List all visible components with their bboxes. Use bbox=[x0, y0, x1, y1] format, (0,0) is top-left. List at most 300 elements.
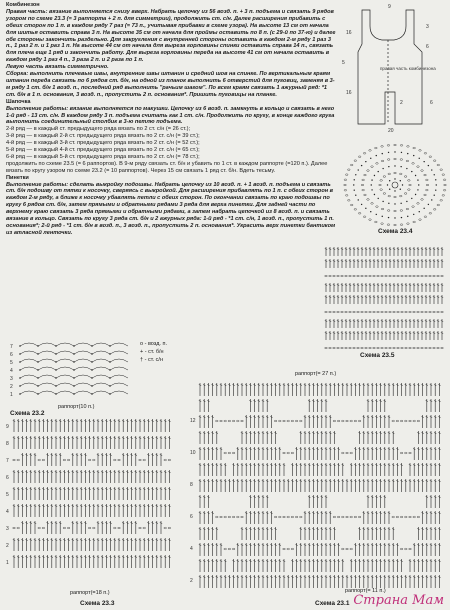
row-number: 9 bbox=[6, 424, 9, 430]
chain-mark bbox=[394, 144, 397, 146]
text-paragraph: Комбинезон bbox=[6, 2, 40, 8]
stitch-dot bbox=[431, 199, 432, 200]
chain-mark bbox=[354, 420, 357, 422]
schema-23-2-rapport: раппорт(10 п.) bbox=[58, 404, 95, 410]
chain-mark bbox=[437, 275, 440, 277]
chain-mark bbox=[419, 150, 422, 152]
stitch-dot bbox=[374, 175, 375, 176]
chain-mark bbox=[405, 452, 408, 454]
row-number: 7 bbox=[6, 458, 9, 464]
chain-mark bbox=[350, 548, 353, 550]
chain-mark bbox=[358, 156, 361, 158]
chain-mark bbox=[228, 452, 231, 454]
chain-mark bbox=[381, 146, 384, 148]
stitch-dot bbox=[415, 175, 416, 176]
legend-item: + - ст. б/н bbox=[140, 349, 164, 355]
stitch-dot bbox=[400, 189, 401, 190]
chain-mark bbox=[371, 166, 374, 168]
stitch-dot bbox=[388, 203, 389, 204]
chain-mark bbox=[409, 420, 412, 422]
chain-mark bbox=[413, 147, 416, 149]
chain-mark bbox=[400, 145, 403, 147]
chain-mark bbox=[373, 275, 376, 277]
schema-23-1-rapport-bottom: раппорт(= 11 п.) bbox=[345, 588, 386, 594]
text-paragraph: 3-й ряд — в каждый 2-й ст. предыдущего ряда вязать по 2 ст. с/н (= 39 ст.); bbox=[6, 133, 200, 140]
text-paragraph: продолжить по схеме 23.5 (= 6 раппортов). В 9-м ряду связать ст. б/н и убавить по 1 ст. в каждом раппорте (=120 п.). Далее вязать по кругу узором по схеме 23.2 (= 10 раппортов). Через 15 см связать 1 ряд ст. б/н. Вдеть тесьму. bbox=[6, 160, 328, 174]
chain-mark bbox=[406, 160, 409, 162]
chain-mark bbox=[412, 206, 415, 208]
chain-mark bbox=[241, 420, 244, 422]
chain-mark bbox=[375, 147, 378, 149]
chain-mark bbox=[417, 311, 420, 313]
garment-label: правая часть комбинезона bbox=[380, 66, 436, 71]
chain-mark bbox=[345, 195, 348, 197]
chain-mark bbox=[417, 347, 420, 349]
chain-arc-mark bbox=[74, 391, 92, 394]
text-paragraph: Шапочка bbox=[6, 98, 31, 105]
stitch-dot bbox=[371, 189, 372, 190]
chain-mark bbox=[42, 459, 45, 461]
chain-arc-mark bbox=[92, 375, 110, 378]
chain-mark bbox=[38, 527, 41, 529]
stitch-dot bbox=[418, 184, 419, 185]
chain-mark bbox=[412, 163, 415, 165]
chain-mark bbox=[279, 420, 282, 422]
chain-arc-mark bbox=[38, 343, 56, 346]
chain-mark bbox=[405, 347, 408, 349]
chain-mark bbox=[283, 452, 286, 454]
text-paragraph: Сборка: выполнить плечевые швы, внутренние швы штанин и средний шов на спинке. По вертикальным краям штанин переда связать по 6 рядов ст. б/н, на одной из планок выполнить 6 отверстий для пуговиц, заменяя в 3-м ряду 1 ст. б/н 1 возд. п., последний ряд выполнить "рачьим шагом". По всем краям связать 1 ажурный ряд: *1 ст. б/н в 1 п. основания, 3 возд. п., пропустить 2 п. основания*. Пришить пуговицы на планке. bbox=[6, 71, 335, 98]
row-number: 2 bbox=[10, 384, 13, 390]
dimension-label: 6 bbox=[430, 100, 433, 106]
stitch-dot bbox=[434, 174, 435, 175]
chain-mark bbox=[409, 548, 412, 550]
legend-item: о - возд. п. bbox=[140, 341, 167, 347]
stitch-dot bbox=[376, 214, 377, 215]
stitch-dot bbox=[413, 214, 414, 215]
chain-mark bbox=[365, 275, 368, 277]
chain-mark bbox=[387, 224, 390, 226]
chain-mark bbox=[364, 174, 367, 176]
schema-23-1-rapport-top: раппорт(= 27 п.) bbox=[295, 371, 337, 377]
stitch-dot bbox=[394, 217, 395, 218]
dimension-label: 20 bbox=[388, 128, 394, 134]
chain-mark bbox=[291, 420, 294, 422]
chain-mark bbox=[139, 527, 142, 529]
chain-mark bbox=[373, 311, 376, 313]
chain-arc-mark bbox=[56, 391, 74, 394]
chain-mark bbox=[337, 420, 340, 422]
chain-mark bbox=[373, 347, 376, 349]
chain-arc-mark bbox=[92, 343, 110, 346]
chain-mark bbox=[224, 420, 227, 422]
chain-mark bbox=[291, 452, 294, 454]
chain-arc-mark bbox=[110, 391, 128, 394]
chain-mark bbox=[421, 170, 424, 172]
chain-mark bbox=[429, 347, 432, 349]
chain-mark bbox=[232, 516, 235, 518]
chain-arc-mark bbox=[38, 391, 56, 394]
chain-mark bbox=[232, 452, 235, 454]
chain-mark bbox=[354, 209, 357, 211]
stitch-dot bbox=[361, 165, 362, 166]
stitch-dot bbox=[374, 194, 375, 195]
chain-mark bbox=[241, 516, 244, 518]
chain-mark bbox=[426, 179, 429, 181]
chain-mark bbox=[385, 347, 388, 349]
stitch-dot bbox=[419, 158, 420, 159]
chain-mark bbox=[380, 189, 383, 191]
chain-mark bbox=[143, 459, 146, 461]
stitch-dot bbox=[436, 184, 437, 185]
chain-mark bbox=[381, 347, 384, 349]
row-number: 12 bbox=[190, 418, 196, 424]
chain-mark bbox=[17, 459, 20, 461]
chain-mark bbox=[63, 527, 66, 529]
stitch-dot bbox=[387, 184, 388, 185]
chain-mark bbox=[118, 527, 121, 529]
chain-arc-mark bbox=[20, 351, 38, 354]
chain-mark bbox=[429, 212, 432, 214]
chain-mark bbox=[424, 174, 427, 176]
chain-mark bbox=[363, 216, 366, 218]
chain-mark bbox=[383, 176, 386, 178]
chain-mark bbox=[401, 311, 404, 313]
chain-mark bbox=[429, 311, 432, 313]
chain-arc-mark bbox=[92, 391, 110, 394]
chain-mark bbox=[443, 189, 446, 191]
chain-mark bbox=[353, 347, 356, 349]
stitch-dot bbox=[382, 201, 383, 202]
schema-23-3-chart bbox=[6, 418, 176, 588]
chain-mark bbox=[425, 311, 428, 313]
chain-mark bbox=[369, 347, 372, 349]
chain-mark bbox=[114, 459, 117, 461]
row-number: 6 bbox=[10, 352, 13, 358]
chain-mark bbox=[417, 203, 420, 205]
chain-mark bbox=[409, 452, 412, 454]
chain-mark bbox=[228, 548, 231, 550]
chain-mark bbox=[405, 420, 408, 422]
chain-mark bbox=[346, 420, 349, 422]
chain-mark bbox=[13, 459, 16, 461]
chain-mark bbox=[393, 311, 396, 313]
chain-mark bbox=[369, 219, 372, 221]
chain-mark bbox=[421, 275, 424, 277]
chain-mark bbox=[433, 209, 436, 211]
stitch-dot bbox=[401, 217, 402, 218]
legend-item: † - ст. с/н bbox=[140, 357, 163, 363]
chain-mark bbox=[274, 516, 277, 518]
stitch-dot bbox=[355, 194, 356, 195]
stitch-dot bbox=[378, 198, 379, 199]
schema-23-3-label: Схема 23.3 bbox=[80, 600, 115, 607]
row-number: 8 bbox=[6, 441, 9, 447]
chain-mark bbox=[337, 516, 340, 518]
chain-mark bbox=[365, 311, 368, 313]
chain-mark bbox=[413, 221, 416, 223]
chain-mark bbox=[325, 347, 328, 349]
chain-mark bbox=[333, 420, 336, 422]
chain-mark bbox=[379, 184, 382, 186]
chain-arc-mark bbox=[110, 359, 128, 362]
chain-mark bbox=[164, 527, 167, 529]
row-number: 1 bbox=[6, 560, 9, 566]
chain-mark bbox=[433, 347, 436, 349]
chain-mark bbox=[421, 199, 424, 201]
stitch-dot bbox=[417, 179, 418, 180]
chain-mark bbox=[67, 527, 70, 529]
chain-mark bbox=[387, 210, 390, 212]
chain-mark bbox=[429, 156, 432, 158]
garment-outline-diagram bbox=[340, 4, 450, 134]
chain-mark bbox=[385, 311, 388, 313]
chain-mark bbox=[400, 224, 403, 226]
stitch-dot bbox=[394, 151, 395, 152]
stitch-dot bbox=[370, 211, 371, 212]
chain-mark bbox=[433, 160, 436, 162]
row-number: 2 bbox=[190, 578, 193, 584]
stitch-dot bbox=[419, 211, 420, 212]
chain-arc-mark bbox=[92, 367, 110, 370]
instructions-text bbox=[6, 2, 336, 237]
chain-arc-mark bbox=[38, 367, 56, 370]
chain-mark bbox=[287, 548, 290, 550]
schema-23-2-chart bbox=[10, 338, 130, 402]
stitch-dot bbox=[382, 153, 383, 154]
chain-mark bbox=[42, 527, 45, 529]
chain-mark bbox=[329, 275, 332, 277]
chain-mark bbox=[361, 275, 364, 277]
chain-mark bbox=[409, 275, 412, 277]
chain-mark bbox=[367, 170, 370, 172]
chain-mark bbox=[404, 193, 407, 195]
chain-mark bbox=[400, 210, 403, 212]
text-paragraph: Пинетки bbox=[6, 174, 29, 181]
chain-mark bbox=[291, 548, 294, 550]
chain-mark bbox=[344, 179, 347, 181]
chain-mark bbox=[224, 516, 227, 518]
chain-mark bbox=[417, 275, 420, 277]
chain-mark bbox=[114, 527, 117, 529]
chain-mark bbox=[333, 516, 336, 518]
chain-arc-mark bbox=[20, 375, 38, 378]
chain-mark bbox=[164, 459, 167, 461]
stitch-dot bbox=[370, 158, 371, 159]
chain-mark bbox=[424, 216, 427, 218]
chain-arc-mark bbox=[20, 343, 38, 346]
chain-mark bbox=[139, 459, 142, 461]
chain-mark bbox=[344, 184, 347, 186]
text-paragraph: Выполнение работы: вязание выполняется по макушки. Цепочку из 6 возд. п. замкнуть в кольцо и связать в него 1-й ряд - 13 ст. с/н. В каждом ряду 3 п. подъема считать как 1 ст. с/н. Продолжить по кругу, в конце каждого круга выполнить соединительный столбик в 3-ю петлю подъема. bbox=[6, 105, 335, 126]
stitch-dot bbox=[355, 174, 356, 175]
chain-mark bbox=[337, 347, 340, 349]
stitch-dot bbox=[382, 216, 383, 217]
chain-mark bbox=[283, 420, 286, 422]
stitch-dot bbox=[407, 153, 408, 154]
dimension-label: 16 bbox=[346, 90, 352, 96]
chain-mark bbox=[404, 176, 407, 178]
stitch-dot bbox=[407, 216, 408, 217]
chain-mark bbox=[350, 420, 353, 422]
chain-arc-mark bbox=[20, 391, 38, 394]
symbol-legend bbox=[140, 340, 167, 364]
chain-mark bbox=[345, 275, 348, 277]
chain-mark bbox=[400, 159, 403, 161]
chain-mark bbox=[405, 311, 408, 313]
schema-23-3-rapport: раппорт(=18 п.) bbox=[70, 590, 110, 596]
chain-mark bbox=[283, 516, 286, 518]
chain-arc-mark bbox=[20, 359, 38, 362]
chain-mark bbox=[168, 459, 171, 461]
stitch-dot bbox=[394, 178, 395, 179]
chain-mark bbox=[397, 347, 400, 349]
chain-mark bbox=[417, 516, 420, 518]
chain-mark bbox=[381, 311, 384, 313]
chain-arc-mark bbox=[110, 375, 128, 378]
chain-mark bbox=[425, 275, 428, 277]
chain-mark bbox=[381, 223, 384, 225]
row-number: 8 bbox=[190, 482, 193, 488]
chain-mark bbox=[377, 347, 380, 349]
chain-mark bbox=[396, 420, 399, 422]
chain-arc-mark bbox=[56, 343, 74, 346]
chain-mark bbox=[38, 459, 41, 461]
chain-mark bbox=[409, 311, 412, 313]
stitch-dot bbox=[388, 152, 389, 153]
stitch-dot bbox=[389, 189, 390, 190]
watermark-logo: Страна Мам bbox=[353, 593, 444, 608]
chain-mark bbox=[409, 347, 412, 349]
chain-arc-mark bbox=[92, 383, 110, 386]
chain-mark bbox=[421, 311, 424, 313]
chain-mark bbox=[400, 452, 403, 454]
chain-arc-mark bbox=[56, 351, 74, 354]
stitch-dot bbox=[428, 165, 429, 166]
chain-mark bbox=[337, 311, 340, 313]
chain-mark bbox=[383, 193, 386, 195]
chain-arc-mark bbox=[38, 359, 56, 362]
chain-mark bbox=[349, 347, 352, 349]
chain-mark bbox=[413, 311, 416, 313]
chain-mark bbox=[362, 179, 365, 181]
chain-mark bbox=[362, 189, 365, 191]
chain-mark bbox=[274, 420, 277, 422]
chain-mark bbox=[346, 516, 349, 518]
chain-mark bbox=[228, 516, 231, 518]
chain-mark bbox=[394, 158, 397, 160]
row-number: 1 bbox=[10, 392, 13, 398]
chain-mark bbox=[380, 180, 383, 182]
chain-mark bbox=[93, 527, 96, 529]
chain-mark bbox=[333, 275, 336, 277]
chain-mark bbox=[329, 311, 332, 313]
chain-mark bbox=[394, 172, 397, 174]
chain-mark bbox=[325, 275, 328, 277]
chain-mark bbox=[337, 275, 340, 277]
chain-mark bbox=[424, 194, 427, 196]
schema-23-5-label: Схема 23.5 bbox=[360, 352, 395, 359]
chain-mark bbox=[88, 459, 91, 461]
chain-mark bbox=[287, 516, 290, 518]
chain-mark bbox=[358, 212, 361, 214]
stitch-dot bbox=[400, 203, 401, 204]
row-number: 6 bbox=[6, 475, 9, 481]
chain-mark bbox=[397, 311, 400, 313]
stitch-dot bbox=[423, 161, 424, 162]
text-paragraph: 5-й ряд — в каждый 4-й ст. предыдущего ряда вязать по 2 ст. с/н (= 65 ст.); bbox=[6, 147, 200, 154]
chain-mark bbox=[350, 452, 353, 454]
chain-mark bbox=[361, 347, 364, 349]
chain-mark bbox=[350, 516, 353, 518]
stitch-dot bbox=[358, 169, 359, 170]
chain-mark bbox=[283, 548, 286, 550]
chain-mark bbox=[342, 548, 345, 550]
chain-mark bbox=[300, 516, 303, 518]
stitch-dot bbox=[435, 179, 436, 180]
chain-mark bbox=[441, 311, 444, 313]
text-paragraph: 4-й ряд — в каждый 3-й ст. предыдущего ряда вязать по 2 ст. с/н (= 52 ст.); bbox=[6, 140, 200, 147]
chain-arc-mark bbox=[56, 367, 74, 370]
chain-mark bbox=[424, 152, 427, 154]
stitch-dot bbox=[406, 168, 407, 169]
row-number: 5 bbox=[10, 360, 13, 366]
chain-mark bbox=[364, 194, 367, 196]
chain-mark bbox=[405, 548, 408, 550]
chain-mark bbox=[220, 420, 223, 422]
chain-mark bbox=[118, 459, 121, 461]
chain-arc-mark bbox=[56, 375, 74, 378]
chain-mark bbox=[291, 516, 294, 518]
stitch-dot bbox=[378, 171, 379, 172]
stitch-dot bbox=[361, 204, 362, 205]
chain-mark bbox=[425, 347, 428, 349]
chain-mark bbox=[387, 159, 390, 161]
chain-mark bbox=[361, 184, 364, 186]
chain-mark bbox=[354, 160, 357, 162]
chain-mark bbox=[444, 184, 447, 186]
stitch-dot bbox=[371, 179, 372, 180]
stitch-dot bbox=[394, 203, 395, 204]
chain-mark bbox=[405, 516, 408, 518]
chain-mark bbox=[346, 452, 349, 454]
stitch-dot bbox=[358, 199, 359, 200]
chain-mark bbox=[376, 163, 379, 165]
chain-mark bbox=[441, 275, 444, 277]
stitch-dot bbox=[388, 217, 389, 218]
chain-mark bbox=[348, 169, 351, 171]
chain-mark bbox=[329, 347, 332, 349]
chain-mark bbox=[367, 199, 370, 201]
chain-mark bbox=[409, 516, 412, 518]
chain-arc-mark bbox=[38, 375, 56, 378]
chain-mark bbox=[393, 347, 396, 349]
chain-mark bbox=[388, 195, 391, 197]
row-number: 2 bbox=[6, 543, 9, 549]
chain-mark bbox=[358, 516, 361, 518]
dimension-label: 5 bbox=[342, 60, 345, 66]
stitch-dot bbox=[415, 194, 416, 195]
text-paragraph: Правая часть: вязание выполняется снизу вверх. Набрать цепочку из 56 возд. п. + 3 п. подъема и связать 9 рядов узором по схеме 23.3 (= 3 раппорта + 2 п. для симметрии), продолжить ст. с/н. Далее расширения прибавить с обеих сторон по 1 п. в каждом ряду 7 раз (= 73 п., учитывая прибавки в схеме узора). На высоте 13 см от начала для шитья оставить справа 3 п. На высоте 35 см от начала для проймы оставить по 8 п. (с 29-й по 37-ю) и далее обе стороны закончить раздельно. Для закругления с внутренней стороны оставить в каждом 2-м ряду 1 раз 3 п., 1 раз 2 п. и 1 раз 1 п. На высоте 44 см от начала для выреза горловины спинки оставить справа 14 п., связать для плеча еще 1 ряд и закончить работу. Для выреза горловины переда на высоте 41 см от начала оставить в каждом ряду 1 раз 4 п., 3 раза 2 п. и 2 раза по 1 п. bbox=[6, 8, 336, 64]
chain-mark bbox=[237, 420, 240, 422]
chain-mark bbox=[408, 189, 411, 191]
chain-mark bbox=[419, 219, 422, 221]
chain-mark bbox=[442, 174, 445, 176]
chain-mark bbox=[417, 420, 420, 422]
chain-mark bbox=[224, 548, 227, 550]
chain-mark bbox=[394, 196, 397, 198]
text-paragraph: 2-й ряд — в каждый ст. предыдущего ряда вязать по 2 ст. с/н (= 26 ст.); bbox=[6, 126, 191, 133]
